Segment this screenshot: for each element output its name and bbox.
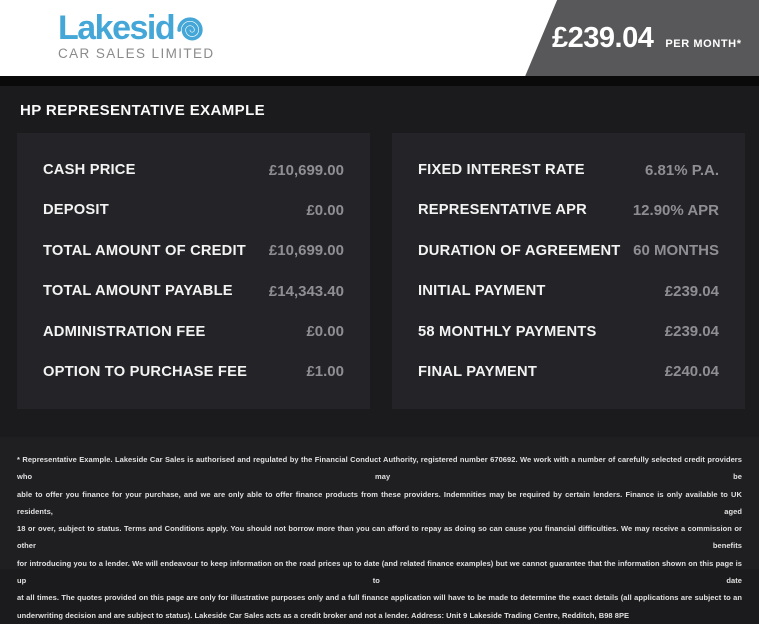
finance-panels (17, 133, 745, 409)
monthly-price-banner (552, 0, 759, 76)
finance-row-value: 60 MONTHS (633, 242, 719, 260)
finance-row-label: OPTION TO PURCHASE FEE (43, 363, 248, 380)
finance-row (418, 231, 719, 271)
brand-logo-wordmark (58, 11, 215, 45)
finance-row-value: £0.00 (306, 201, 344, 219)
finance-row-label: DEPOSIT (43, 202, 109, 219)
finance-row (418, 352, 719, 392)
header (0, 0, 759, 76)
finance-row-value: £240.04 (664, 363, 719, 381)
finance-row (418, 271, 719, 311)
finance-row (43, 231, 344, 271)
monthly-price-suffix: PER MONTH* (665, 37, 742, 50)
brand-logo-subtitle: CAR SALES LIMITED (58, 46, 215, 61)
disclaimer-text (17, 451, 742, 624)
disclaimer-line: * Representative Example. Lakeside Car Sales is authorised and regulated by the Financial Conduct Authority, registered number 670692. We work with a number of carefully selected credit providers who may be (17, 455, 742, 482)
finance-row-value: 12.90% APR (632, 201, 719, 219)
finance-row (418, 190, 719, 230)
finance-row-value: £14,343.40 (268, 282, 344, 300)
disclaimer-line: for introducing you to a lender. We will endeavour to keep information on the road prices up to date (and related finance examples) but we cannot guarantee that the information shown on this page is up to date (17, 558, 742, 586)
finance-row-label: INITIAL PAYMENT (418, 283, 546, 300)
finance-row-label: 58 MONTHLY PAYMENTS (418, 323, 597, 340)
disclaimer-line: 18 or over, subject to status. Terms and Conditions apply. You should not borrow more than you can afford to repay as doing so can cause you financial difficulties. We may receive a commission or other benefits (17, 524, 742, 551)
finance-panel-left (17, 133, 370, 409)
disclaimer-line: able to offer you finance for your purchase, and we are only able to offer finance products from these providers. Indemnities may be required by certain lenders. Finance is only available to UK residents, aged (17, 489, 742, 516)
finance-row-value: £10,699.00 (268, 242, 344, 260)
finance-row (43, 190, 344, 230)
disclaimer-line: at all times. The quotes provided on this page are only for illustrative purposes only and a full finance application will have to be made to determine the exact details (all applications are subject to an (17, 593, 742, 603)
finance-row-label: TOTAL AMOUNT PAYABLE (43, 283, 233, 300)
finance-row (43, 271, 344, 311)
finance-row-label: CASH PRICE (43, 162, 136, 178)
finance-row-label: FINAL PAYMENT (418, 363, 538, 380)
finance-row-label: FIXED INTEREST RATE (418, 162, 585, 178)
header-divider (0, 76, 759, 86)
finance-panel-right (392, 133, 745, 409)
finance-row-label: DURATION OF AGREEMENT (418, 242, 621, 259)
finance-row-label: TOTAL AMOUNT OF CREDIT (43, 242, 246, 259)
finance-row (43, 150, 344, 190)
brand-logo[interactable] (58, 11, 215, 61)
finance-row-value: £239.04 (664, 323, 719, 341)
brand-logo-text: Lakesid (58, 9, 175, 47)
finance-row-label: ADMINISTRATION FEE (43, 323, 206, 340)
finance-row-value: £0.00 (306, 323, 344, 341)
finance-row-label: REPRESENTATIVE APR (418, 202, 587, 219)
finance-row (43, 352, 344, 392)
finance-row-value: £1.00 (306, 363, 344, 381)
finance-row-value: £10,699.00 (268, 161, 344, 179)
finance-row (418, 312, 719, 352)
finance-row-value: 6.81% P.A. (645, 161, 719, 179)
finance-row (43, 312, 344, 352)
finance-row-value: £239.04 (664, 282, 719, 300)
finance-row (418, 150, 719, 190)
main-section (0, 86, 759, 437)
disclaimer-section (0, 437, 759, 620)
monthly-price: £239.04 (552, 21, 654, 54)
spiral-e-icon (177, 17, 203, 43)
page-title: HP REPRESENTATIVE EXAMPLE (20, 102, 266, 119)
disclaimer-line: underwriting decision and are subject to status). Lakeside Car Sales acts as a credit broker and not a lender. Address: Unit 9 Lakeside Trading Centre, Redditch, B98 8PE (17, 610, 630, 620)
